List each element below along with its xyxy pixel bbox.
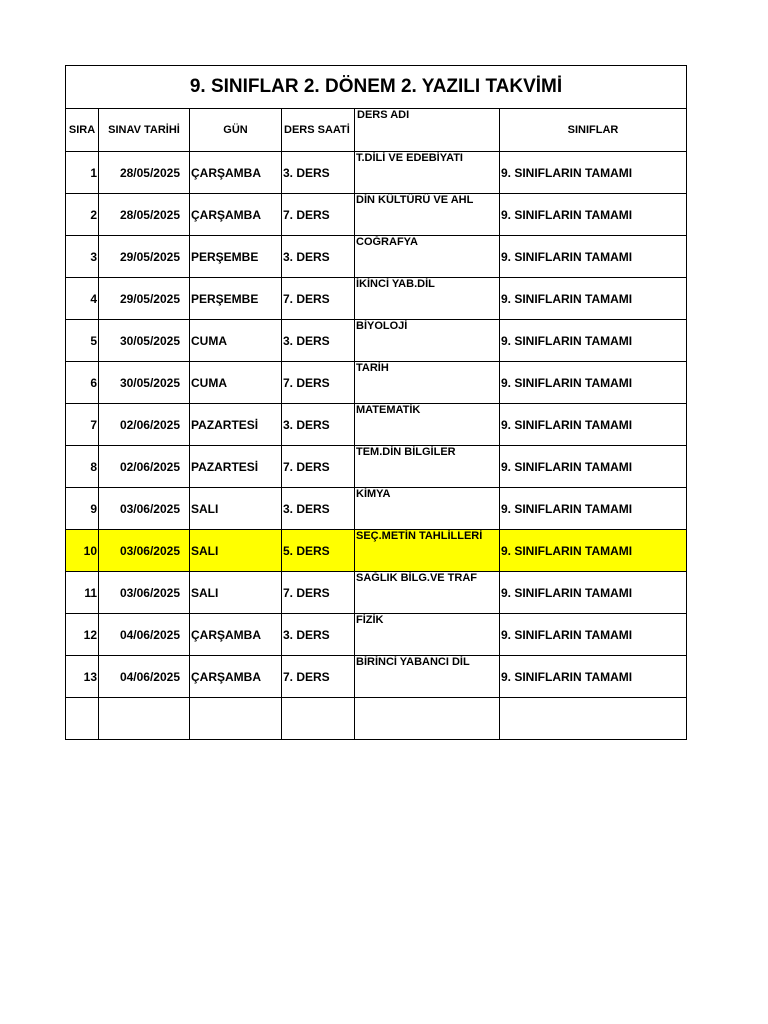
cell-sira: 2: [66, 194, 99, 236]
cell-ders-saati: 5. DERS: [282, 530, 355, 572]
empty-cell: [355, 698, 500, 740]
cell-sinav-tarihi: 28/05/2025: [99, 194, 190, 236]
cell-gun: ÇARŞAMBA: [190, 614, 282, 656]
table-row: [66, 404, 687, 446]
cell-ders-saati: 3. DERS: [282, 404, 355, 446]
cell-gun: SALI: [190, 572, 282, 614]
cell-gun: ÇARŞAMBA: [190, 656, 282, 698]
cell-sira: 13: [66, 656, 99, 698]
cell-gun: ÇARŞAMBA: [190, 194, 282, 236]
table-row: [66, 362, 687, 404]
exam-schedule-table: [65, 65, 687, 740]
cell-sinav-tarihi: 29/05/2025: [99, 278, 190, 320]
cell-gun: PERŞEMBE: [190, 278, 282, 320]
cell-ders-adi: COĞRAFYA: [355, 236, 500, 278]
cell-sinav-tarihi: 02/06/2025: [99, 404, 190, 446]
cell-sinav-tarihi: 03/06/2025: [99, 488, 190, 530]
cell-ders-adi: SEÇ.METİN TAHLİLLERİ: [355, 530, 500, 572]
cell-gun: ÇARŞAMBA: [190, 152, 282, 194]
cell-sira: 12: [66, 614, 99, 656]
table-row: [66, 278, 687, 320]
cell-siniflar: 9. SINIFLARIN TAMAMI: [500, 362, 687, 404]
cell-ders-adi: TARİH: [355, 362, 500, 404]
cell-gun: PERŞEMBE: [190, 236, 282, 278]
cell-ders-adi: FİZİK: [355, 614, 500, 656]
cell-gun: CUMA: [190, 320, 282, 362]
cell-siniflar: 9. SINIFLARIN TAMAMI: [500, 488, 687, 530]
cell-gun: CUMA: [190, 362, 282, 404]
cell-sira: 8: [66, 446, 99, 488]
table-row: [66, 572, 687, 614]
empty-cell: [500, 698, 687, 740]
empty-cell: [282, 698, 355, 740]
cell-ders-saati: 7. DERS: [282, 362, 355, 404]
cell-sinav-tarihi: 04/06/2025: [99, 656, 190, 698]
cell-sira: 9: [66, 488, 99, 530]
empty-cell: [99, 698, 190, 740]
table-row: [66, 656, 687, 698]
cell-siniflar: 9. SINIFLARIN TAMAMI: [500, 446, 687, 488]
cell-sira: 10: [66, 530, 99, 572]
cell-siniflar: 9. SINIFLARIN TAMAMI: [500, 320, 687, 362]
cell-gun: PAZARTESİ: [190, 404, 282, 446]
cell-ders-saati: 3. DERS: [282, 152, 355, 194]
table-row: [66, 320, 687, 362]
cell-sira: 3: [66, 236, 99, 278]
cell-ders-adi: DİN KÜLTÜRÜ VE AHL: [355, 194, 500, 236]
cell-ders-adi: T.DİLİ VE EDEBİYATI: [355, 152, 500, 194]
cell-ders-adi: SAĞLIK BİLG.VE TRAF: [355, 572, 500, 614]
cell-ders-saati: 7. DERS: [282, 446, 355, 488]
header-sira: SIRA: [66, 109, 99, 152]
cell-siniflar: 9. SINIFLARIN TAMAMI: [500, 236, 687, 278]
cell-siniflar: 9. SINIFLARIN TAMAMI: [500, 656, 687, 698]
header-row: [66, 109, 687, 152]
cell-sira: 4: [66, 278, 99, 320]
cell-ders-adi: KİMYA: [355, 488, 500, 530]
cell-siniflar: 9. SINIFLARIN TAMAMI: [500, 194, 687, 236]
cell-siniflar: 9. SINIFLARIN TAMAMI: [500, 278, 687, 320]
table-row: [66, 614, 687, 656]
table-row: [66, 446, 687, 488]
page-title: 9. SINIFLAR 2. DÖNEM 2. YAZILI TAKVİMİ: [66, 66, 687, 109]
cell-siniflar: 9. SINIFLARIN TAMAMI: [500, 614, 687, 656]
cell-ders-saati: 3. DERS: [282, 320, 355, 362]
table-row: [66, 236, 687, 278]
cell-gun: SALI: [190, 488, 282, 530]
cell-ders-adi: BİYOLOJİ: [355, 320, 500, 362]
cell-ders-adi: İKİNCİ YAB.DİL: [355, 278, 500, 320]
header-ders-saati: DERS SAATİ: [282, 109, 355, 152]
cell-sira: 5: [66, 320, 99, 362]
cell-ders-adi: BİRİNCİ YABANCI DİL: [355, 656, 500, 698]
cell-gun: PAZARTESİ: [190, 446, 282, 488]
cell-sinav-tarihi: 02/06/2025: [99, 446, 190, 488]
cell-ders-saati: 3. DERS: [282, 614, 355, 656]
cell-sinav-tarihi: 03/06/2025: [99, 530, 190, 572]
cell-ders-adi: MATEMATİK: [355, 404, 500, 446]
empty-row: [66, 698, 687, 740]
header-ders-adi: DERS ADI: [355, 109, 500, 152]
header-siniflar: SINIFLAR: [500, 109, 687, 152]
table-row: [66, 194, 687, 236]
cell-ders-saati: 3. DERS: [282, 488, 355, 530]
table-row: [66, 152, 687, 194]
cell-ders-saati: 3. DERS: [282, 236, 355, 278]
cell-sinav-tarihi: 03/06/2025: [99, 572, 190, 614]
table-row: [66, 488, 687, 530]
empty-cell: [66, 698, 99, 740]
cell-gun: SALI: [190, 530, 282, 572]
cell-sinav-tarihi: 30/05/2025: [99, 362, 190, 404]
cell-sinav-tarihi: 29/05/2025: [99, 236, 190, 278]
header-gun: GÜN: [190, 109, 282, 152]
cell-sira: 11: [66, 572, 99, 614]
cell-ders-saati: 7. DERS: [282, 656, 355, 698]
cell-ders-saati: 7. DERS: [282, 572, 355, 614]
cell-sinav-tarihi: 30/05/2025: [99, 320, 190, 362]
cell-siniflar: 9. SINIFLARIN TAMAMI: [500, 152, 687, 194]
header-sinav-tarihi: SINAV TARİHİ: [99, 109, 190, 152]
cell-sira: 1: [66, 152, 99, 194]
cell-ders-saati: 7. DERS: [282, 278, 355, 320]
empty-cell: [190, 698, 282, 740]
table-row: [66, 530, 687, 572]
cell-sira: 7: [66, 404, 99, 446]
cell-ders-adi: TEM.DİN BİLGİLER: [355, 446, 500, 488]
title-row: [66, 66, 687, 109]
cell-sinav-tarihi: 04/06/2025: [99, 614, 190, 656]
cell-siniflar: 9. SINIFLARIN TAMAMI: [500, 404, 687, 446]
cell-sinav-tarihi: 28/05/2025: [99, 152, 190, 194]
cell-siniflar: 9. SINIFLARIN TAMAMI: [500, 572, 687, 614]
cell-siniflar: 9. SINIFLARIN TAMAMI: [500, 530, 687, 572]
cell-ders-saati: 7. DERS: [282, 194, 355, 236]
cell-sira: 6: [66, 362, 99, 404]
